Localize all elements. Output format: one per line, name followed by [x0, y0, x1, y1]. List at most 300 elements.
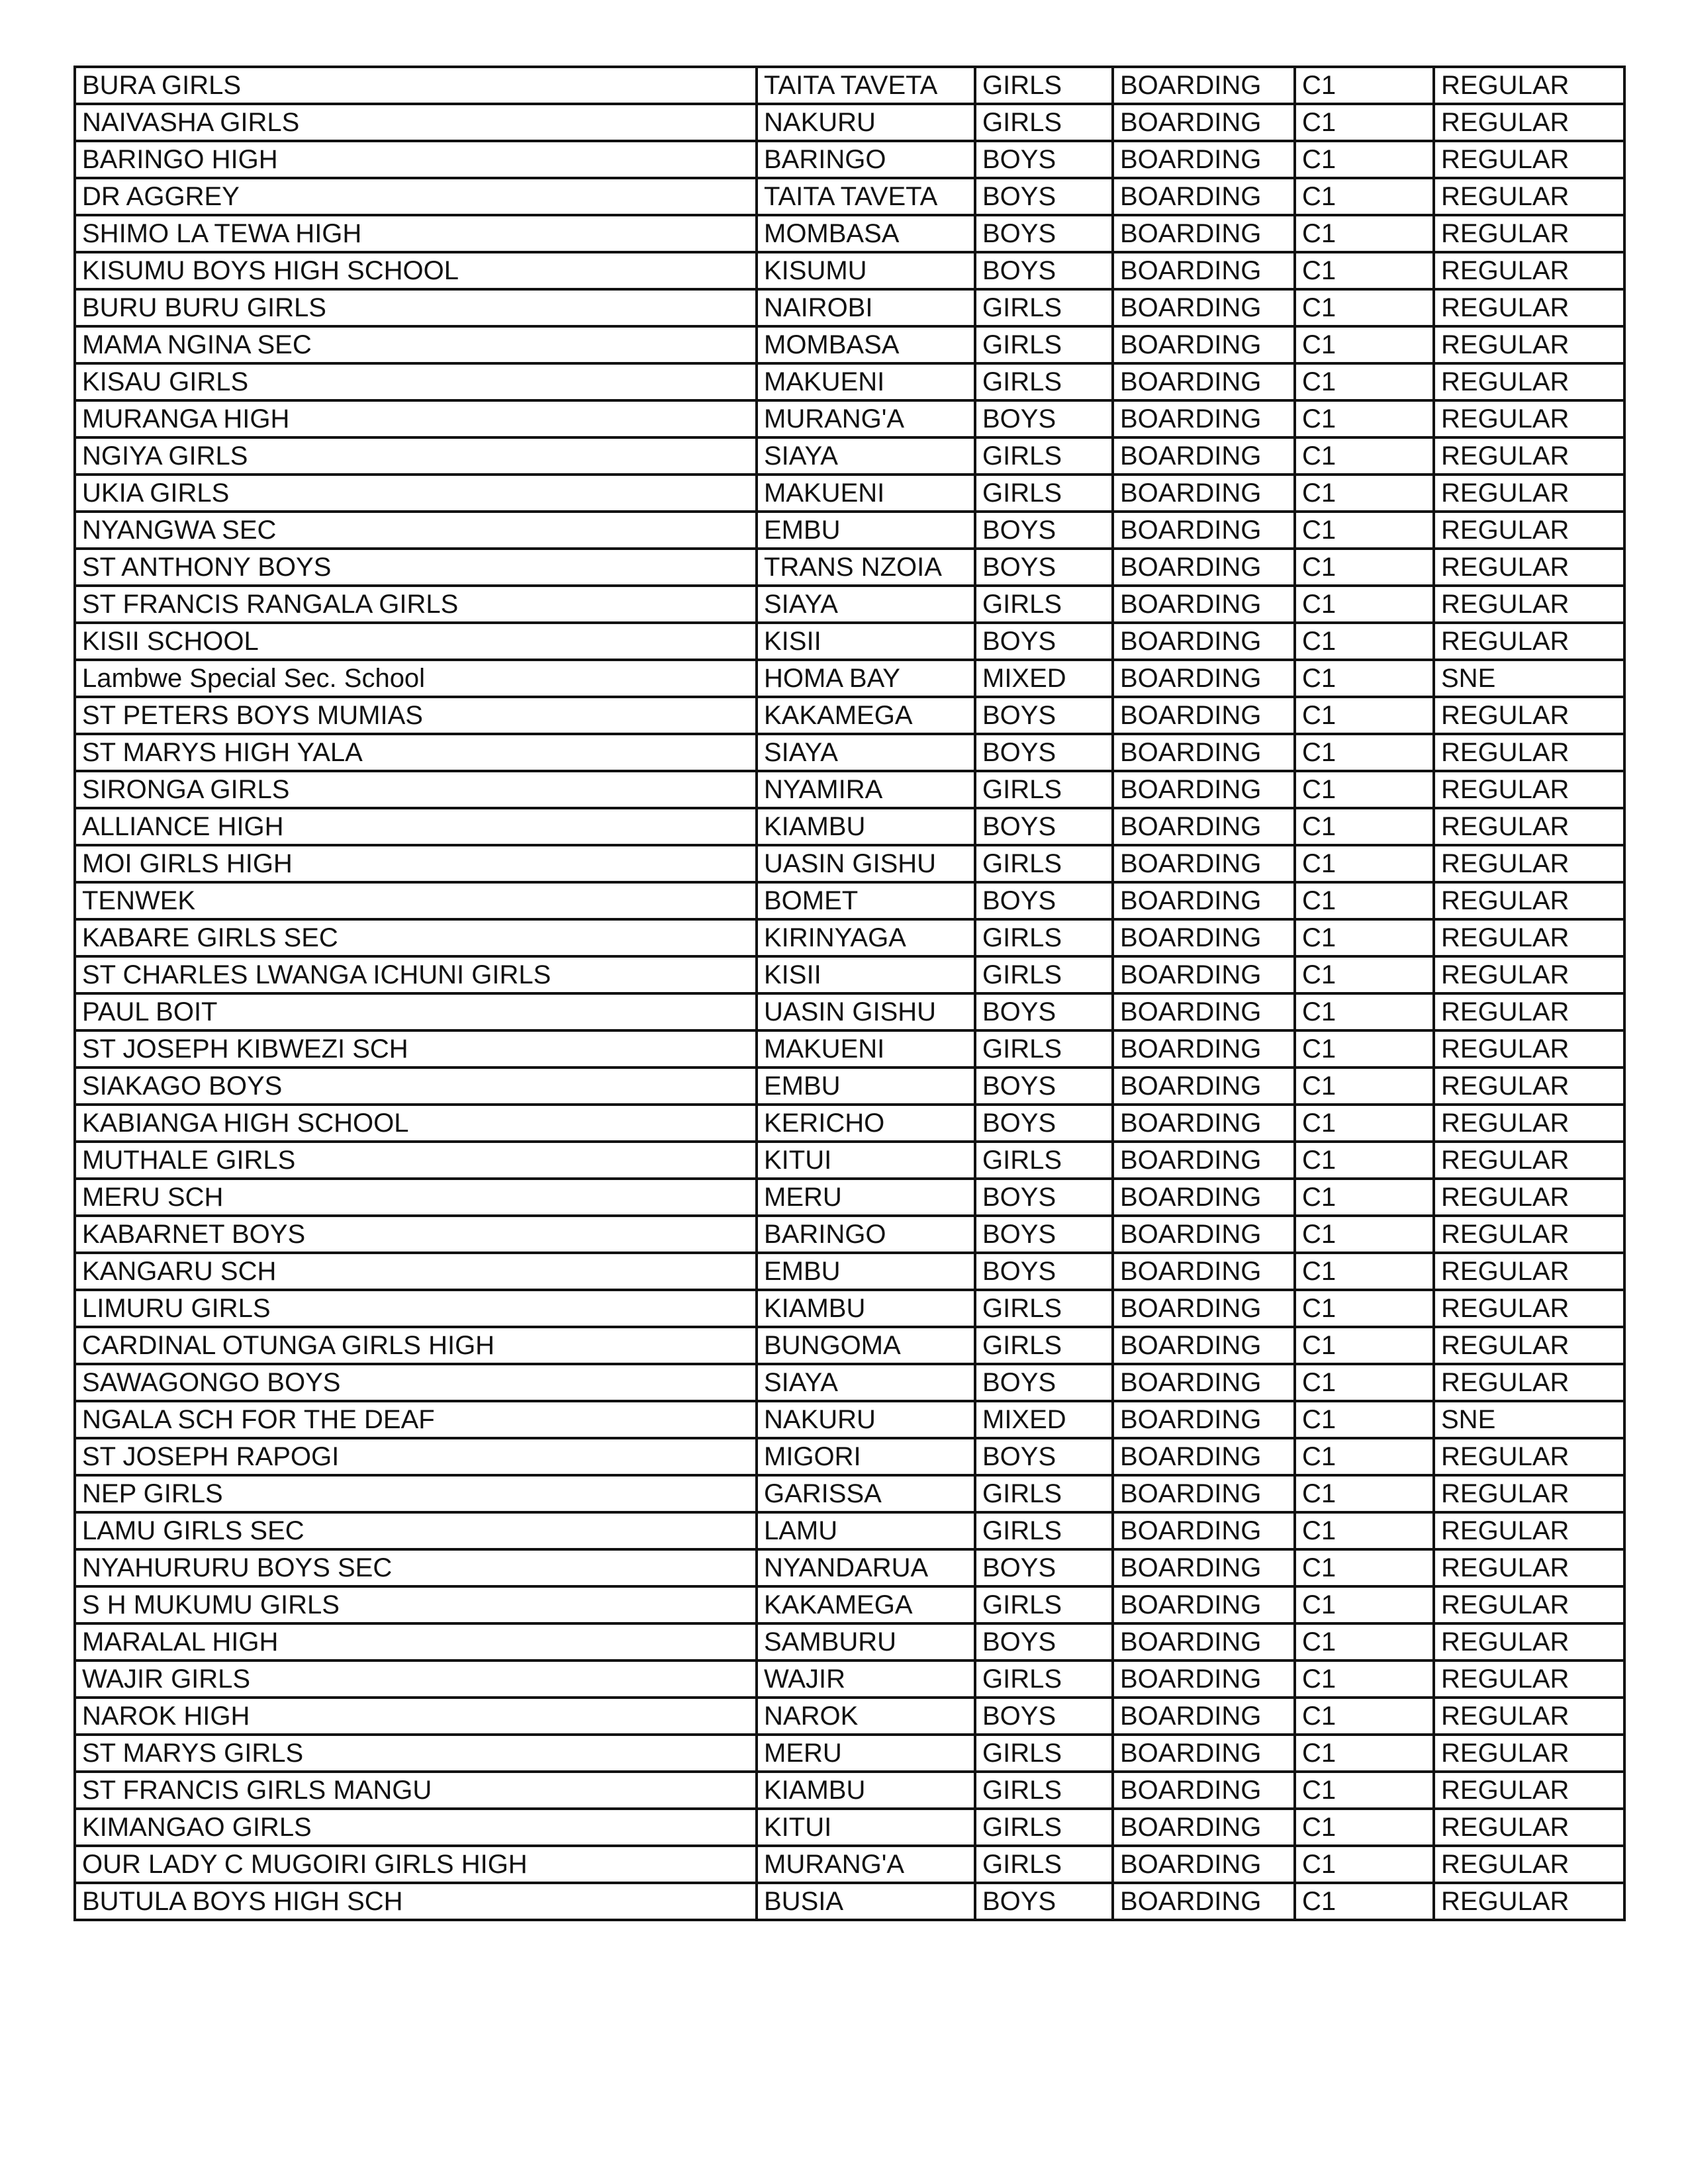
table-row: [75, 993, 1624, 1030]
gender-cell: GIRLS: [975, 1772, 1113, 1809]
table-row: [75, 1475, 1624, 1512]
school-name-cell: ST JOSEPH RAPOGI: [75, 1438, 757, 1475]
gender-cell: GIRLS: [975, 1809, 1113, 1846]
county-cell: MERU: [757, 1179, 975, 1216]
school-name-cell: PAUL BOIT: [75, 993, 757, 1030]
gender-cell: MIXED: [975, 1401, 1113, 1438]
type-cell: REGULAR: [1434, 400, 1624, 437]
school-name-cell: SHIMO LA TEWA HIGH: [75, 215, 757, 252]
school-name-cell: ST FRANCIS GIRLS MANGU: [75, 1772, 757, 1809]
school-name-cell: BUTULA BOYS HIGH SCH: [75, 1883, 757, 1920]
type-cell: REGULAR: [1434, 882, 1624, 919]
table-row: [75, 1883, 1624, 1920]
county-cell: KAKAMEGA: [757, 697, 975, 734]
county-cell: WAJIR: [757, 1661, 975, 1698]
table-row: [75, 697, 1624, 734]
category-cell: C1: [1295, 808, 1434, 845]
type-cell: REGULAR: [1434, 1475, 1624, 1512]
county-cell: BARINGO: [757, 141, 975, 178]
type-cell: REGULAR: [1434, 734, 1624, 771]
gender-cell: GIRLS: [975, 1030, 1113, 1068]
table-row: [75, 1623, 1624, 1661]
school-name-cell: MERU SCH: [75, 1179, 757, 1216]
accommodation-cell: BOARDING: [1113, 1846, 1295, 1883]
school-name-cell: KABARNET BOYS: [75, 1216, 757, 1253]
school-name-cell: KIMANGAO GIRLS: [75, 1809, 757, 1846]
table-row: [75, 400, 1624, 437]
county-cell: MIGORI: [757, 1438, 975, 1475]
county-cell: KIAMBU: [757, 1772, 975, 1809]
gender-cell: BOYS: [975, 1179, 1113, 1216]
county-cell: BARINGO: [757, 1216, 975, 1253]
type-cell: REGULAR: [1434, 1586, 1624, 1623]
gender-cell: GIRLS: [975, 1475, 1113, 1512]
school-name-cell: LIMURU GIRLS: [75, 1290, 757, 1327]
accommodation-cell: BOARDING: [1113, 1327, 1295, 1364]
table-row: [75, 882, 1624, 919]
category-cell: C1: [1295, 623, 1434, 660]
school-name-cell: KISUMU BOYS HIGH SCHOOL: [75, 252, 757, 289]
accommodation-cell: BOARDING: [1113, 1475, 1295, 1512]
school-name-cell: BURU BURU GIRLS: [75, 289, 757, 326]
category-cell: C1: [1295, 845, 1434, 882]
type-cell: REGULAR: [1434, 586, 1624, 623]
county-cell: EMBU: [757, 1253, 975, 1290]
school-name-cell: NGIYA GIRLS: [75, 437, 757, 475]
schools-table: [73, 66, 1626, 1921]
table-row: [75, 1661, 1624, 1698]
category-cell: C1: [1295, 956, 1434, 993]
accommodation-cell: BOARDING: [1113, 400, 1295, 437]
type-cell: REGULAR: [1434, 1698, 1624, 1735]
category-cell: C1: [1295, 326, 1434, 363]
category-cell: C1: [1295, 67, 1434, 104]
type-cell: REGULAR: [1434, 437, 1624, 475]
gender-cell: BOYS: [975, 1549, 1113, 1586]
type-cell: REGULAR: [1434, 1142, 1624, 1179]
table-row: [75, 1401, 1624, 1438]
category-cell: C1: [1295, 697, 1434, 734]
type-cell: REGULAR: [1434, 845, 1624, 882]
category-cell: C1: [1295, 1030, 1434, 1068]
county-cell: UASIN GISHU: [757, 845, 975, 882]
gender-cell: GIRLS: [975, 1327, 1113, 1364]
accommodation-cell: BOARDING: [1113, 1179, 1295, 1216]
category-cell: C1: [1295, 1142, 1434, 1179]
category-cell: C1: [1295, 771, 1434, 808]
county-cell: KERICHO: [757, 1105, 975, 1142]
school-name-cell: CARDINAL OTUNGA GIRLS HIGH: [75, 1327, 757, 1364]
gender-cell: BOYS: [975, 623, 1113, 660]
county-cell: KAKAMEGA: [757, 1586, 975, 1623]
accommodation-cell: BOARDING: [1113, 1142, 1295, 1179]
category-cell: C1: [1295, 1623, 1434, 1661]
school-name-cell: NYANGWA SEC: [75, 512, 757, 549]
gender-cell: GIRLS: [975, 437, 1113, 475]
gender-cell: BOYS: [975, 993, 1113, 1030]
type-cell: REGULAR: [1434, 215, 1624, 252]
accommodation-cell: BOARDING: [1113, 586, 1295, 623]
gender-cell: GIRLS: [975, 771, 1113, 808]
gender-cell: MIXED: [975, 660, 1113, 697]
category-cell: C1: [1295, 475, 1434, 512]
accommodation-cell: BOARDING: [1113, 1772, 1295, 1809]
school-name-cell: BURA GIRLS: [75, 67, 757, 104]
school-name-cell: KABIANGA HIGH SCHOOL: [75, 1105, 757, 1142]
type-cell: REGULAR: [1434, 1030, 1624, 1068]
category-cell: C1: [1295, 400, 1434, 437]
accommodation-cell: BOARDING: [1113, 1549, 1295, 1586]
type-cell: REGULAR: [1434, 549, 1624, 586]
county-cell: MOMBASA: [757, 215, 975, 252]
school-name-cell: UKIA GIRLS: [75, 475, 757, 512]
gender-cell: BOYS: [975, 1883, 1113, 1920]
category-cell: C1: [1295, 1290, 1434, 1327]
category-cell: C1: [1295, 1253, 1434, 1290]
accommodation-cell: BOARDING: [1113, 1290, 1295, 1327]
school-name-cell: TENWEK: [75, 882, 757, 919]
school-name-cell: ST MARYS HIGH YALA: [75, 734, 757, 771]
table-row: [75, 549, 1624, 586]
school-name-cell: ST ANTHONY BOYS: [75, 549, 757, 586]
category-cell: C1: [1295, 1772, 1434, 1809]
accommodation-cell: BOARDING: [1113, 326, 1295, 363]
county-cell: LAMU: [757, 1512, 975, 1549]
category-cell: C1: [1295, 586, 1434, 623]
table-row: [75, 1216, 1624, 1253]
county-cell: KISII: [757, 623, 975, 660]
gender-cell: GIRLS: [975, 475, 1113, 512]
table-row: [75, 1290, 1624, 1327]
type-cell: REGULAR: [1434, 1809, 1624, 1846]
table-row: [75, 1030, 1624, 1068]
table-row: [75, 586, 1624, 623]
type-cell: REGULAR: [1434, 1772, 1624, 1809]
county-cell: MURANG'A: [757, 1846, 975, 1883]
gender-cell: BOYS: [975, 1253, 1113, 1290]
category-cell: C1: [1295, 1512, 1434, 1549]
category-cell: C1: [1295, 178, 1434, 215]
gender-cell: BOYS: [975, 178, 1113, 215]
type-cell: REGULAR: [1434, 252, 1624, 289]
school-name-cell: NYAHURURU BOYS SEC: [75, 1549, 757, 1586]
type-cell: REGULAR: [1434, 1290, 1624, 1327]
type-cell: REGULAR: [1434, 1253, 1624, 1290]
type-cell: REGULAR: [1434, 1327, 1624, 1364]
category-cell: C1: [1295, 919, 1434, 956]
accommodation-cell: BOARDING: [1113, 1698, 1295, 1735]
gender-cell: GIRLS: [975, 1142, 1113, 1179]
accommodation-cell: BOARDING: [1113, 1364, 1295, 1401]
gender-cell: GIRLS: [975, 1661, 1113, 1698]
gender-cell: GIRLS: [975, 919, 1113, 956]
category-cell: C1: [1295, 1883, 1434, 1920]
type-cell: REGULAR: [1434, 1512, 1624, 1549]
accommodation-cell: BOARDING: [1113, 1661, 1295, 1698]
category-cell: C1: [1295, 512, 1434, 549]
gender-cell: BOYS: [975, 215, 1113, 252]
accommodation-cell: BOARDING: [1113, 289, 1295, 326]
county-cell: KIAMBU: [757, 1290, 975, 1327]
accommodation-cell: BOARDING: [1113, 215, 1295, 252]
county-cell: BUNGOMA: [757, 1327, 975, 1364]
school-name-cell: NEP GIRLS: [75, 1475, 757, 1512]
type-cell: REGULAR: [1434, 1364, 1624, 1401]
gender-cell: GIRLS: [975, 326, 1113, 363]
school-name-cell: MARALAL HIGH: [75, 1623, 757, 1661]
table-row: [75, 141, 1624, 178]
table-row: [75, 512, 1624, 549]
accommodation-cell: BOARDING: [1113, 141, 1295, 178]
accommodation-cell: BOARDING: [1113, 1401, 1295, 1438]
county-cell: TRANS NZOIA: [757, 549, 975, 586]
accommodation-cell: BOARDING: [1113, 1623, 1295, 1661]
category-cell: C1: [1295, 1068, 1434, 1105]
table-row: [75, 623, 1624, 660]
category-cell: C1: [1295, 363, 1434, 400]
school-name-cell: NAIVASHA GIRLS: [75, 104, 757, 141]
table-row: [75, 734, 1624, 771]
table-row: [75, 1253, 1624, 1290]
gender-cell: BOYS: [975, 697, 1113, 734]
gender-cell: BOYS: [975, 549, 1113, 586]
type-cell: SNE: [1434, 1401, 1624, 1438]
accommodation-cell: BOARDING: [1113, 67, 1295, 104]
table-row: [75, 252, 1624, 289]
county-cell: EMBU: [757, 512, 975, 549]
type-cell: REGULAR: [1434, 956, 1624, 993]
type-cell: REGULAR: [1434, 326, 1624, 363]
type-cell: REGULAR: [1434, 697, 1624, 734]
accommodation-cell: BOARDING: [1113, 956, 1295, 993]
category-cell: C1: [1295, 1735, 1434, 1772]
type-cell: REGULAR: [1434, 1179, 1624, 1216]
table-row: [75, 1846, 1624, 1883]
gender-cell: BOYS: [975, 1216, 1113, 1253]
gender-cell: BOYS: [975, 1698, 1113, 1735]
school-name-cell: KANGARU SCH: [75, 1253, 757, 1290]
type-cell: REGULAR: [1434, 1846, 1624, 1883]
table-row: [75, 919, 1624, 956]
accommodation-cell: BOARDING: [1113, 1068, 1295, 1105]
category-cell: C1: [1295, 1475, 1434, 1512]
county-cell: HOMA BAY: [757, 660, 975, 697]
school-name-cell: NAROK HIGH: [75, 1698, 757, 1735]
county-cell: BUSIA: [757, 1883, 975, 1920]
school-name-cell: KABARE GIRLS SEC: [75, 919, 757, 956]
accommodation-cell: BOARDING: [1113, 734, 1295, 771]
category-cell: C1: [1295, 660, 1434, 697]
accommodation-cell: BOARDING: [1113, 660, 1295, 697]
category-cell: C1: [1295, 1179, 1434, 1216]
school-name-cell: ST CHARLES LWANGA ICHUNI GIRLS: [75, 956, 757, 993]
table-row: [75, 660, 1624, 697]
table-row: [75, 1586, 1624, 1623]
accommodation-cell: BOARDING: [1113, 1253, 1295, 1290]
accommodation-cell: BOARDING: [1113, 1030, 1295, 1068]
gender-cell: BOYS: [975, 512, 1113, 549]
county-cell: NAKURU: [757, 1401, 975, 1438]
school-name-cell: MOI GIRLS HIGH: [75, 845, 757, 882]
table-row: [75, 771, 1624, 808]
school-name-cell: ST FRANCIS RANGALA GIRLS: [75, 586, 757, 623]
gender-cell: BOYS: [975, 141, 1113, 178]
type-cell: REGULAR: [1434, 919, 1624, 956]
accommodation-cell: BOARDING: [1113, 1586, 1295, 1623]
county-cell: SAMBURU: [757, 1623, 975, 1661]
category-cell: C1: [1295, 141, 1434, 178]
gender-cell: GIRLS: [975, 104, 1113, 141]
type-cell: REGULAR: [1434, 178, 1624, 215]
accommodation-cell: BOARDING: [1113, 1512, 1295, 1549]
county-cell: MURANG'A: [757, 400, 975, 437]
county-cell: SIAYA: [757, 437, 975, 475]
county-cell: SIAYA: [757, 1364, 975, 1401]
category-cell: C1: [1295, 734, 1434, 771]
county-cell: MOMBASA: [757, 326, 975, 363]
type-cell: REGULAR: [1434, 1105, 1624, 1142]
table-row: [75, 178, 1624, 215]
table-row: [75, 363, 1624, 400]
county-cell: MAKUENI: [757, 1030, 975, 1068]
type-cell: REGULAR: [1434, 363, 1624, 400]
table-row: [75, 1772, 1624, 1809]
county-cell: GARISSA: [757, 1475, 975, 1512]
table-row: [75, 1438, 1624, 1475]
category-cell: C1: [1295, 215, 1434, 252]
school-name-cell: MUTHALE GIRLS: [75, 1142, 757, 1179]
table-row: [75, 1068, 1624, 1105]
table-row: [75, 808, 1624, 845]
school-name-cell: BARINGO HIGH: [75, 141, 757, 178]
county-cell: NAROK: [757, 1698, 975, 1735]
school-name-cell: MURANGA HIGH: [75, 400, 757, 437]
county-cell: KITUI: [757, 1142, 975, 1179]
category-cell: C1: [1295, 252, 1434, 289]
accommodation-cell: BOARDING: [1113, 549, 1295, 586]
accommodation-cell: BOARDING: [1113, 363, 1295, 400]
category-cell: C1: [1295, 1327, 1434, 1364]
gender-cell: GIRLS: [975, 289, 1113, 326]
gender-cell: BOYS: [975, 1438, 1113, 1475]
school-name-cell: ST PETERS BOYS MUMIAS: [75, 697, 757, 734]
gender-cell: GIRLS: [975, 956, 1113, 993]
gender-cell: GIRLS: [975, 67, 1113, 104]
category-cell: C1: [1295, 1364, 1434, 1401]
accommodation-cell: BOARDING: [1113, 1105, 1295, 1142]
gender-cell: BOYS: [975, 1105, 1113, 1142]
gender-cell: BOYS: [975, 734, 1113, 771]
type-cell: REGULAR: [1434, 771, 1624, 808]
school-name-cell: S H MUKUMU GIRLS: [75, 1586, 757, 1623]
gender-cell: GIRLS: [975, 1512, 1113, 1549]
gender-cell: BOYS: [975, 400, 1113, 437]
accommodation-cell: BOARDING: [1113, 1438, 1295, 1475]
table-row: [75, 1105, 1624, 1142]
school-name-cell: ST JOSEPH KIBWEZI SCH: [75, 1030, 757, 1068]
type-cell: REGULAR: [1434, 1735, 1624, 1772]
gender-cell: GIRLS: [975, 1846, 1113, 1883]
county-cell: KISUMU: [757, 252, 975, 289]
county-cell: SIAYA: [757, 586, 975, 623]
schools-table-body: [75, 67, 1624, 1920]
category-cell: C1: [1295, 1216, 1434, 1253]
county-cell: KITUI: [757, 1809, 975, 1846]
accommodation-cell: BOARDING: [1113, 623, 1295, 660]
type-cell: REGULAR: [1434, 623, 1624, 660]
table-row: [75, 326, 1624, 363]
table-row: [75, 1698, 1624, 1735]
category-cell: C1: [1295, 1809, 1434, 1846]
county-cell: NYANDARUA: [757, 1549, 975, 1586]
county-cell: EMBU: [757, 1068, 975, 1105]
school-name-cell: NGALA SCH FOR THE DEAF: [75, 1401, 757, 1438]
type-cell: REGULAR: [1434, 512, 1624, 549]
category-cell: C1: [1295, 1401, 1434, 1438]
table-row: [75, 1512, 1624, 1549]
gender-cell: GIRLS: [975, 1290, 1113, 1327]
gender-cell: GIRLS: [975, 1586, 1113, 1623]
gender-cell: BOYS: [975, 1623, 1113, 1661]
gender-cell: BOYS: [975, 808, 1113, 845]
county-cell: MAKUENI: [757, 475, 975, 512]
school-name-cell: ST MARYS GIRLS: [75, 1735, 757, 1772]
school-name-cell: SAWAGONGO BOYS: [75, 1364, 757, 1401]
accommodation-cell: BOARDING: [1113, 437, 1295, 475]
table-row: [75, 1179, 1624, 1216]
gender-cell: BOYS: [975, 1068, 1113, 1105]
county-cell: KIAMBU: [757, 808, 975, 845]
type-cell: REGULAR: [1434, 808, 1624, 845]
school-name-cell: KISII SCHOOL: [75, 623, 757, 660]
school-name-cell: ALLIANCE HIGH: [75, 808, 757, 845]
accommodation-cell: BOARDING: [1113, 512, 1295, 549]
type-cell: REGULAR: [1434, 1661, 1624, 1698]
accommodation-cell: BOARDING: [1113, 1216, 1295, 1253]
school-name-cell: MAMA NGINA SEC: [75, 326, 757, 363]
accommodation-cell: BOARDING: [1113, 771, 1295, 808]
type-cell: REGULAR: [1434, 104, 1624, 141]
school-name-cell: DR AGGREY: [75, 178, 757, 215]
county-cell: MAKUENI: [757, 363, 975, 400]
category-cell: C1: [1295, 1549, 1434, 1586]
accommodation-cell: BOARDING: [1113, 252, 1295, 289]
type-cell: REGULAR: [1434, 1068, 1624, 1105]
table-row: [75, 1364, 1624, 1401]
table-row: [75, 475, 1624, 512]
school-name-cell: WAJIR GIRLS: [75, 1661, 757, 1698]
type-cell: REGULAR: [1434, 1883, 1624, 1920]
county-cell: BOMET: [757, 882, 975, 919]
category-cell: C1: [1295, 104, 1434, 141]
type-cell: REGULAR: [1434, 67, 1624, 104]
table-row: [75, 845, 1624, 882]
type-cell: SNE: [1434, 660, 1624, 697]
type-cell: REGULAR: [1434, 1438, 1624, 1475]
accommodation-cell: BOARDING: [1113, 808, 1295, 845]
table-row: [75, 215, 1624, 252]
type-cell: REGULAR: [1434, 141, 1624, 178]
county-cell: KISII: [757, 956, 975, 993]
accommodation-cell: BOARDING: [1113, 178, 1295, 215]
category-cell: C1: [1295, 1105, 1434, 1142]
accommodation-cell: BOARDING: [1113, 1735, 1295, 1772]
gender-cell: BOYS: [975, 252, 1113, 289]
type-cell: REGULAR: [1434, 475, 1624, 512]
county-cell: TAITA TAVETA: [757, 178, 975, 215]
type-cell: REGULAR: [1434, 289, 1624, 326]
category-cell: C1: [1295, 1586, 1434, 1623]
